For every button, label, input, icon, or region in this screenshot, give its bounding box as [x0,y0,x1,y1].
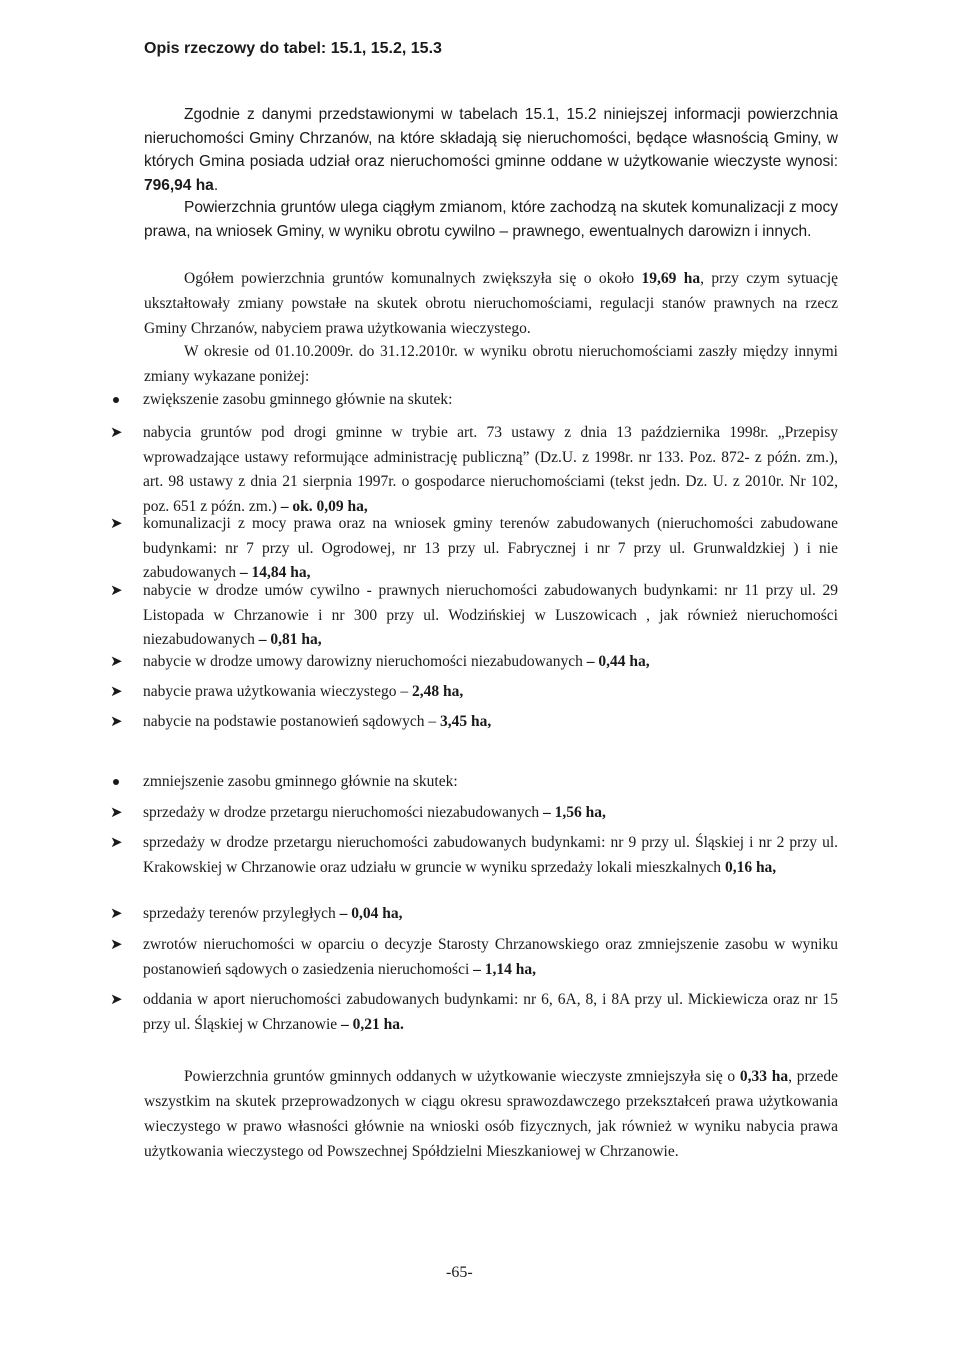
item-text: sprzedaży w drodze przetargu nieruchomości zabudowanych budynkami: nr 9 przy ul. Śląskiej i nr 2 przy ul. Krakowskiej w Chrzanowie oraz udziału w gruncie w wyniku sprzedaży lokali mieszkalnych [143,834,838,876]
item-value: 3,45 ha, [440,713,492,730]
paragraph-end: . [213,176,219,194]
item-text: nabycie w drodze umów cywilno - prawnych nieruchomości zabudowanych budynkami: nr 11 przy ul. 29 Listopada w Chrzanowie i nr 300 przy ul. Wodzińskiej w Luszowicach , jak również nieruchomości niezabudowanych [143,582,838,648]
item-value: – 1,56 ha, [542,804,606,821]
list-item [110,421,838,519]
paragraph-text: , przede wszystkim na skutek przeprowadzonych w ciągu okresu sprawozdawczego przekształceń prawa użytkowania wieczystego w prawo własności głównie na wnioski osób fizycznych, jak również w wyniku nabycia prawa użytkowania wieczystego od Powszechnej Spółdzielni Mieszkaniowej w Chrzanowie. [144,1068,838,1160]
paragraph-text: Zgodnie z danymi przedstawionymi w tabelach 15.1, 15.2 niniejszej informacji powierzchnia nieruchomości Gminy Chrzanów, na które składają się nieruchomości, będące własnością Gminy, w których Gmina posiada udział oraz nieruchomości gminne oddane w użytkowanie wieczyste wynosi: [144,106,838,170]
item-value: – 0,44 ha, [586,653,650,670]
item-value: – 0,81 ha, [258,631,322,648]
arrow-bullet-icon: ➤ [110,992,123,1008]
paragraph-period: W okresie od 01.10.2009r. do 31.12.2010r. w wyniku obrotu nieruchomościami zaszły między innymi zmiany wykazane poniżej: [144,343,838,385]
list-item [110,831,838,880]
paragraph-total-area [144,103,838,197]
item-value: – ok. 0,09 ha, [280,497,368,515]
paragraph-perpetual-usufruct [144,1064,838,1164]
item-text: nabycie w drodze umowy darowizny nieruchomości niezabudowanych [143,653,587,670]
item-value: – 0,21 ha. [341,1015,404,1033]
paragraph-text: Ogółem powierzchnia gruntów komunalnych zwiększyła się o około [184,270,642,287]
arrow-bullet-icon: ➤ [110,937,123,953]
list-item [110,680,838,705]
item-value: – 1,14 ha, [473,960,537,978]
list-item [110,710,838,735]
arrow-bullet-icon: ➤ [110,425,123,441]
heading-text: zmniejszenie zasobu gminnego głównie na skutek: [143,773,458,790]
item-text: sprzedaży terenów przyległych [143,905,340,922]
usufruct-decrease-value: 0,33 ha [739,1068,789,1085]
item-text: nabycia gruntów pod drogi gminne w trybie art. 73 ustawy z dnia 13 października 1998r. „Przepisy wprowadzające ustawy reformujące administrację publiczną” (Dz.U. z 1998r. nr 133. Poz. 872- z późn. zm.), art. 98 ustawy z dnia 21 sierpnia 1997r. o gospodarce nieruchomościami (tekst jedn. Dz. U. z 2010r. Nr 102, poz. 651 z późn. zm.) [143,424,838,515]
bullet-icon [113,779,119,785]
page-number: -65- [446,1264,473,1281]
list-item [110,988,838,1037]
paragraph-text: , przy czym sytuację ukształtowały zmiany powstałe na skutek obrotu nieruchomościami, regulacji stanów prawnych na rzecz Gminy Chrzanów, nabyciem prawa użytkowania wieczystego. [144,270,839,337]
list-item [110,579,838,653]
paragraph-text: Powierzchnia gruntów gminnych oddanych w użytkowanie wieczyste zmniejszyła się o [184,1068,740,1085]
arrow-bullet-icon: ➤ [110,835,123,851]
item-text: komunalizacji z mocy prawa oraz na wniosek gminy terenów zabudowanych (nieruchomości zabudowane budynkami: nr 7 przy ul. Ogrodowej, nr 13 przy ul. Fabrycznej i nr 7 przy ul. Grunwaldzkiej ) i nie zabudowanych [143,515,838,581]
arrow-bullet-icon: ➤ [110,654,123,670]
paragraph-increase-summary [144,266,838,341]
item-text: nabycie na podstawie postanowień sądowych – [143,713,441,730]
arrow-bullet-icon: ➤ [110,583,123,599]
arrow-bullet-icon: ➤ [110,516,123,532]
paragraph-changes: Powierzchnia gruntów ulega ciągłym zmianom, które zachodzą na skutek komunalizacji z mocy prawa, na wniosek Gminy, w wyniku obrotu cywilno – prawnego, ewentualnych darowizn i innych. [144,199,838,240]
item-text: sprzedaży w drodze przetargu nieruchomości niezabudowanych [143,804,543,821]
increase-value: 19,69 ha [641,270,701,287]
arrow-bullet-icon: ➤ [110,906,123,922]
item-text: zwrotów nieruchomości w oparciu o decyzje Starosty Chrzanowskiego oraz zmniejszenie zasobu w wyniku postanowień sądowych o zasiedzenia nieruchomości [143,936,838,978]
total-area-value: 796,94 ha [144,176,214,194]
list-item [110,933,838,982]
list-item [110,902,838,927]
list-item [110,650,838,675]
list-item [110,801,838,826]
item-value: – 0,04 ha, [339,905,403,922]
item-value: – 14,84 ha, [239,564,311,581]
decrease-heading [143,770,838,795]
arrow-bullet-icon: ➤ [110,714,123,730]
item-text: oddania w aport nieruchomości zabudowanych budynkami: nr 6, 6A, 8, i 8A przy ul. Mickiewicza oraz nr 15 przy ul. Śląskiej w Chrzanowie [143,991,838,1033]
list-item [110,512,838,586]
increase-heading [143,388,838,413]
page-title: Opis rzeczowy do tabel: 15.1, 15.2, 15.3 [144,40,442,57]
heading-text: zwiększenie zasobu gminnego głównie na skutek: [143,391,453,408]
arrow-bullet-icon: ➤ [110,684,123,700]
arrow-bullet-icon: ➤ [110,805,123,821]
item-value: 0,16 ha, [724,858,777,876]
item-text: nabycie prawa użytkowania wieczystego – [143,683,412,700]
item-value: 2,48 ha, [412,683,464,700]
bullet-icon [113,397,119,403]
